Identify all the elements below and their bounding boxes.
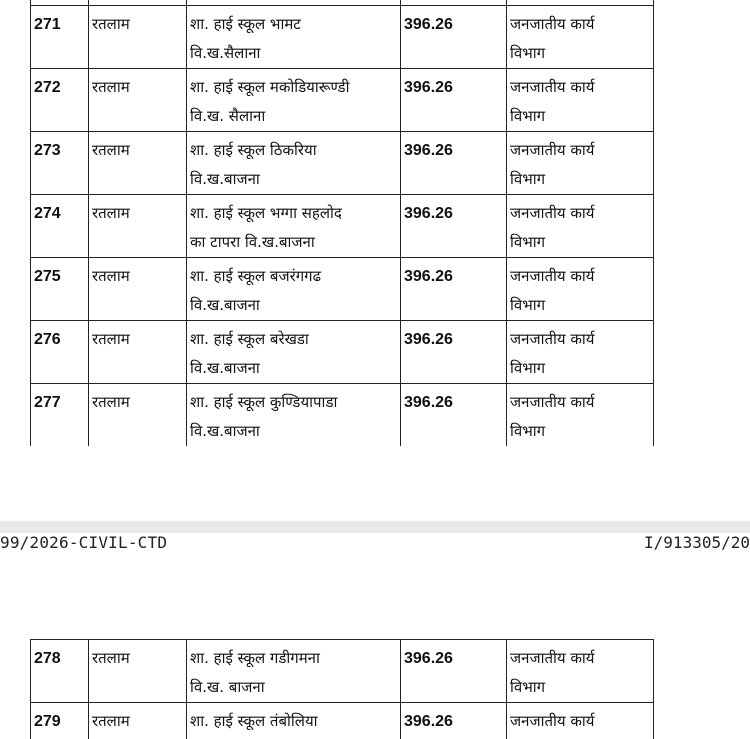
- district-text: रतलाम: [92, 649, 130, 667]
- department-cell: [507, 6, 654, 69]
- school-name-cell: [187, 132, 401, 195]
- serial-number-cell: [31, 321, 89, 384]
- amount-text: 396.26: [404, 331, 453, 348]
- district-text: रतलाम: [92, 141, 130, 159]
- school-name-line-2: वि.ख.बाजना: [190, 170, 260, 188]
- department-cell: [507, 384, 654, 447]
- serial-number-cell: [31, 6, 89, 69]
- school-name-line-1: शा. हाई स्कूल भामट: [190, 15, 301, 33]
- school-name-line-1: शा. हाई स्कूल तंबोलिया: [190, 712, 318, 730]
- school-name-line-1: शा. हाई स्कूल भग्गा सहलोद: [190, 204, 342, 222]
- serial-number-text: 279: [34, 713, 61, 730]
- school-name-line-1: शा. हाई स्कूल कुण्डियापाडा: [190, 393, 338, 411]
- serial-number-text: 274: [34, 205, 61, 222]
- school-name-cell: [187, 384, 401, 447]
- department-line-1: जनजातीय कार्य: [510, 78, 595, 96]
- district-text: रतलाम: [92, 204, 130, 222]
- amount-text: 396.26: [404, 650, 453, 667]
- school-name-cell: [187, 69, 401, 132]
- serial-number-cell: [31, 132, 89, 195]
- department-cell: [507, 195, 654, 258]
- district-text: रतलाम: [92, 78, 130, 96]
- allocation-table-upper: [30, 0, 654, 446]
- district-text: रतलाम: [92, 330, 130, 348]
- department-cell: [507, 69, 654, 132]
- department-line-2: विभाग: [510, 44, 546, 62]
- school-name-cell: [187, 258, 401, 321]
- school-name-cell: [187, 195, 401, 258]
- school-name-cell: [187, 321, 401, 384]
- document-id: I/913305/20: [644, 533, 750, 552]
- serial-number-text: 275: [34, 268, 61, 285]
- school-name-line-2: वि.ख.बाजना: [190, 422, 260, 440]
- district-text: रतलाम: [92, 393, 130, 411]
- district-text: रतलाम: [92, 15, 130, 33]
- department-line-1: जनजातीय कार्य: [510, 15, 595, 33]
- school-name-line-2: वि.ख.सैलाना: [190, 44, 261, 62]
- district-cell: [89, 132, 187, 195]
- department-cell: [507, 703, 654, 739]
- table-row: [31, 69, 654, 132]
- amount-cell: [401, 258, 507, 321]
- school-name-line-1: शा. हाई स्कूल ठिकरिया: [190, 141, 317, 159]
- district-cell: [89, 258, 187, 321]
- amount-text: 396.26: [404, 142, 453, 159]
- allocation-table-lower: [30, 639, 654, 739]
- department-line-2: विभाग: [510, 359, 546, 377]
- amount-cell: [401, 69, 507, 132]
- district-text: रतलाम: [92, 267, 130, 285]
- district-text: रतलाम: [92, 712, 130, 730]
- serial-number-cell: [31, 384, 89, 447]
- amount-cell: [401, 640, 507, 703]
- district-cell: [89, 384, 187, 447]
- document-page-lower: [0, 533, 750, 739]
- serial-number-cell: [31, 69, 89, 132]
- table-row: [31, 195, 654, 258]
- school-name-line-2: का टापरा वि.ख.बाजना: [190, 233, 315, 251]
- amount-cell: [401, 132, 507, 195]
- school-name-line-1: शा. हाई स्कूल बरेखडा: [190, 330, 309, 348]
- case-number: 99/2026-CIVIL-CTD: [0, 533, 168, 552]
- school-name-line-1: शा. हाई स्कूल गडीगमना: [190, 649, 320, 667]
- table-row: [31, 384, 654, 447]
- amount-cell: [401, 195, 507, 258]
- department-cell: [507, 321, 654, 384]
- school-name-cell: [187, 6, 401, 69]
- school-name-line-2: वि.ख. बाजना: [190, 678, 265, 696]
- department-cell: [507, 258, 654, 321]
- amount-text: 396.26: [404, 268, 453, 285]
- amount-cell: [401, 6, 507, 69]
- district-cell: [89, 321, 187, 384]
- department-line-2: विभाग: [510, 107, 546, 125]
- serial-number-cell: [31, 640, 89, 703]
- department-line-2: विभाग: [510, 296, 546, 314]
- amount-text: 396.26: [404, 205, 453, 222]
- amount-text: 396.26: [404, 16, 453, 33]
- table-row: [31, 258, 654, 321]
- department-line-2: विभाग: [510, 422, 546, 440]
- serial-number-text: 278: [34, 650, 61, 667]
- serial-number-text: 272: [34, 79, 61, 96]
- department-line-1: जनजातीय कार्य: [510, 141, 595, 159]
- serial-number-text: 277: [34, 394, 61, 411]
- district-cell: [89, 69, 187, 132]
- department-line-2: विभाग: [510, 170, 546, 188]
- school-name-cell: [187, 703, 401, 739]
- district-cell: [89, 640, 187, 703]
- serial-number-text: 276: [34, 331, 61, 348]
- school-name-line-1: शा. हाई स्कूल मकोडियारूण्डी: [190, 78, 350, 96]
- amount-cell: [401, 321, 507, 384]
- department-cell: [507, 640, 654, 703]
- table-row: [31, 132, 654, 195]
- amount-text: 396.26: [404, 713, 453, 730]
- school-name-line-1: शा. हाई स्कूल बजरंगगढ: [190, 267, 322, 285]
- department-line-1: जनजातीय कार्य: [510, 204, 595, 222]
- department-line-2: विभाग: [510, 678, 546, 696]
- district-cell: [89, 703, 187, 739]
- amount-cell: [401, 703, 507, 739]
- serial-number-cell: [31, 258, 89, 321]
- department-line-1: जनजातीय कार्य: [510, 712, 595, 730]
- department-line-1: जनजातीय कार्य: [510, 649, 595, 667]
- department-line-2: विभाग: [510, 233, 546, 251]
- district-cell: [89, 6, 187, 69]
- department-cell: [507, 132, 654, 195]
- table-row: [31, 321, 654, 384]
- table-row: [31, 640, 654, 703]
- page-separator: [0, 521, 750, 533]
- amount-text: 396.26: [404, 394, 453, 411]
- table-row: [31, 6, 654, 69]
- department-line-1: जनजातीय कार्य: [510, 267, 595, 285]
- serial-number-cell: [31, 703, 89, 739]
- department-line-1: जनजातीय कार्य: [510, 330, 595, 348]
- table-row: [31, 703, 654, 739]
- serial-number-text: 273: [34, 142, 61, 159]
- amount-cell: [401, 384, 507, 447]
- school-name-line-2: वि.ख.बाजना: [190, 359, 260, 377]
- school-name-cell: [187, 640, 401, 703]
- serial-number-text: 271: [34, 16, 61, 33]
- district-cell: [89, 195, 187, 258]
- serial-number-cell: [31, 195, 89, 258]
- school-name-line-2: वि.ख. सैलाना: [190, 107, 266, 125]
- amount-text: 396.26: [404, 79, 453, 96]
- department-line-1: जनजातीय कार्य: [510, 393, 595, 411]
- school-name-line-2: वि.ख.बाजना: [190, 296, 260, 314]
